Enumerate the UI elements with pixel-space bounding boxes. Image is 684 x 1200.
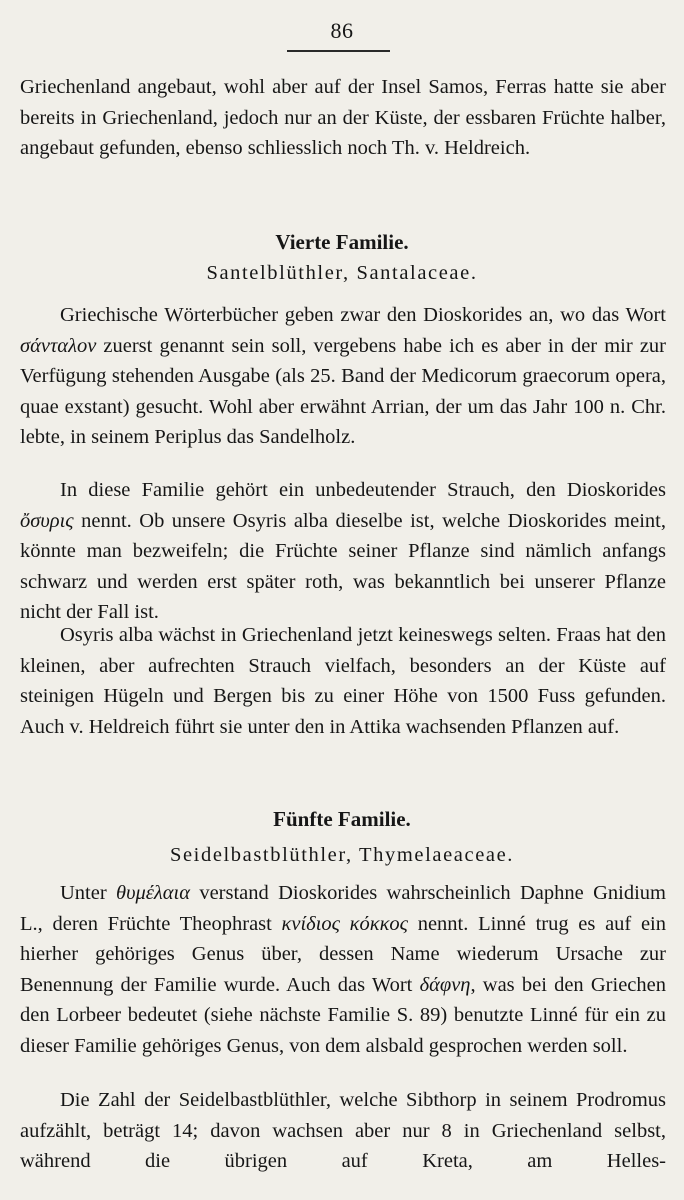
paragraph-text: nennt. Linné trug es auf ein hierher gehöriges Genus über, dessen Name wiederum Ursache zur Benennung der Familie wurde. Auch das Wort [20,912,666,996]
section-subheading-santalaceae: Santelblüthler, Santalaceae. [206,262,478,284]
greek-word-santalon: σάνταλον [20,334,97,357]
paragraph-santalaceae-2 [20,475,666,628]
paragraph-thymelaeaceae-1 [20,878,666,1061]
paragraph-intro: Griechenland angebaut, wohl aber auf der Insel Samos, Ferras hatte sie aber bereits in Griechenland, jedoch nur an der Küste, der essbaren Früchte halber, angebaut gefunden, ebenso schliesslich noch Th. v. Heldreich. [20,76,666,159]
page-number-rule [287,50,390,52]
page-number: 86 [330,18,354,43]
section-heading-vierte-familie: Vierte Familie. [275,230,409,254]
paragraph-text: zuerst genannt sein soll, vergebens habe ich es aber in der mir zur Verfügung stehenden Ausgabe (als 25. Band der Medicorum graecorum opera, quae exstant) gesucht. Wohl aber erwähnt Arrian, der um das Jahr 100 n. Chr. lebte, in seinem Periplus das Sandelholz. [20,334,666,448]
greek-word-thymelaia: θυμέλαια [116,882,190,904]
paragraph-santalaceae-1 [20,300,666,453]
paragraph-text: In diese Familie gehört ein unbedeutender Strauch, den Dioskorides [60,479,666,501]
paragraph-text: Unter [60,882,117,904]
paragraph-thymelaeaceae-2: Die Zahl der Seidelbastblüthler, welche Sibthorp in seinem Prodromus aufzählt, beträgt 14; davon wachsen aber nur 8 in Griechenland selbst, während die übrigen auf Kreta, am Helles- [20,1089,666,1172]
greek-word-osyris: ὄσυρις [20,509,74,532]
paragraph-text: verstand Dioskorides wahrscheinlich Daphne Gnidium L., deren Früchte Theophrast [20,882,666,935]
paragraph-text: nennt. Ob unsere Osyris alba dieselbe ist, welche Dioskorides meint, könnte man bezweifeln; die Früchte seiner Pflanze sind nämlich anfangs schwarz und werden erst später roth, was bekanntlich bei unserer Pflanze nicht der Fall ist. [20,509,666,623]
greek-word-knidios-kokkos: κνίδιος κόκκος [281,912,409,935]
paragraph-text: , was bei den Griechen den Lorbeer bedeutet (siehe nächste Familie S. 89) benutzte Linné für ein zu dieser Familie gehöriges Genus, von dem alsbald gesprochen werden soll. [20,973,666,1057]
paragraph-text: Griechische Wörterbücher geben zwar den Dioskorides an, wo das Wort [60,304,666,326]
section-heading-fuenfte-familie: Fünfte Familie. [273,807,411,831]
section-subheading-thymelaeaceae: Seidelbastblüthler, Thymelaeaceae. [169,844,515,866]
greek-word-daphne: δάφνη [419,973,471,996]
paragraph-santalaceae-3: Osyris alba wächst in Griechenland jetzt keineswegs selten. Fraas hat den kleinen, aber aufrechten Strauch vielfach, besonders an der Küste auf steinigen Hügeln und Bergen bis zu einer Höhe von 1500 Fuss gefunden. Auch v. Heldreich führt sie unter den in Attika wachsenden Pflanzen auf. [20,624,666,738]
